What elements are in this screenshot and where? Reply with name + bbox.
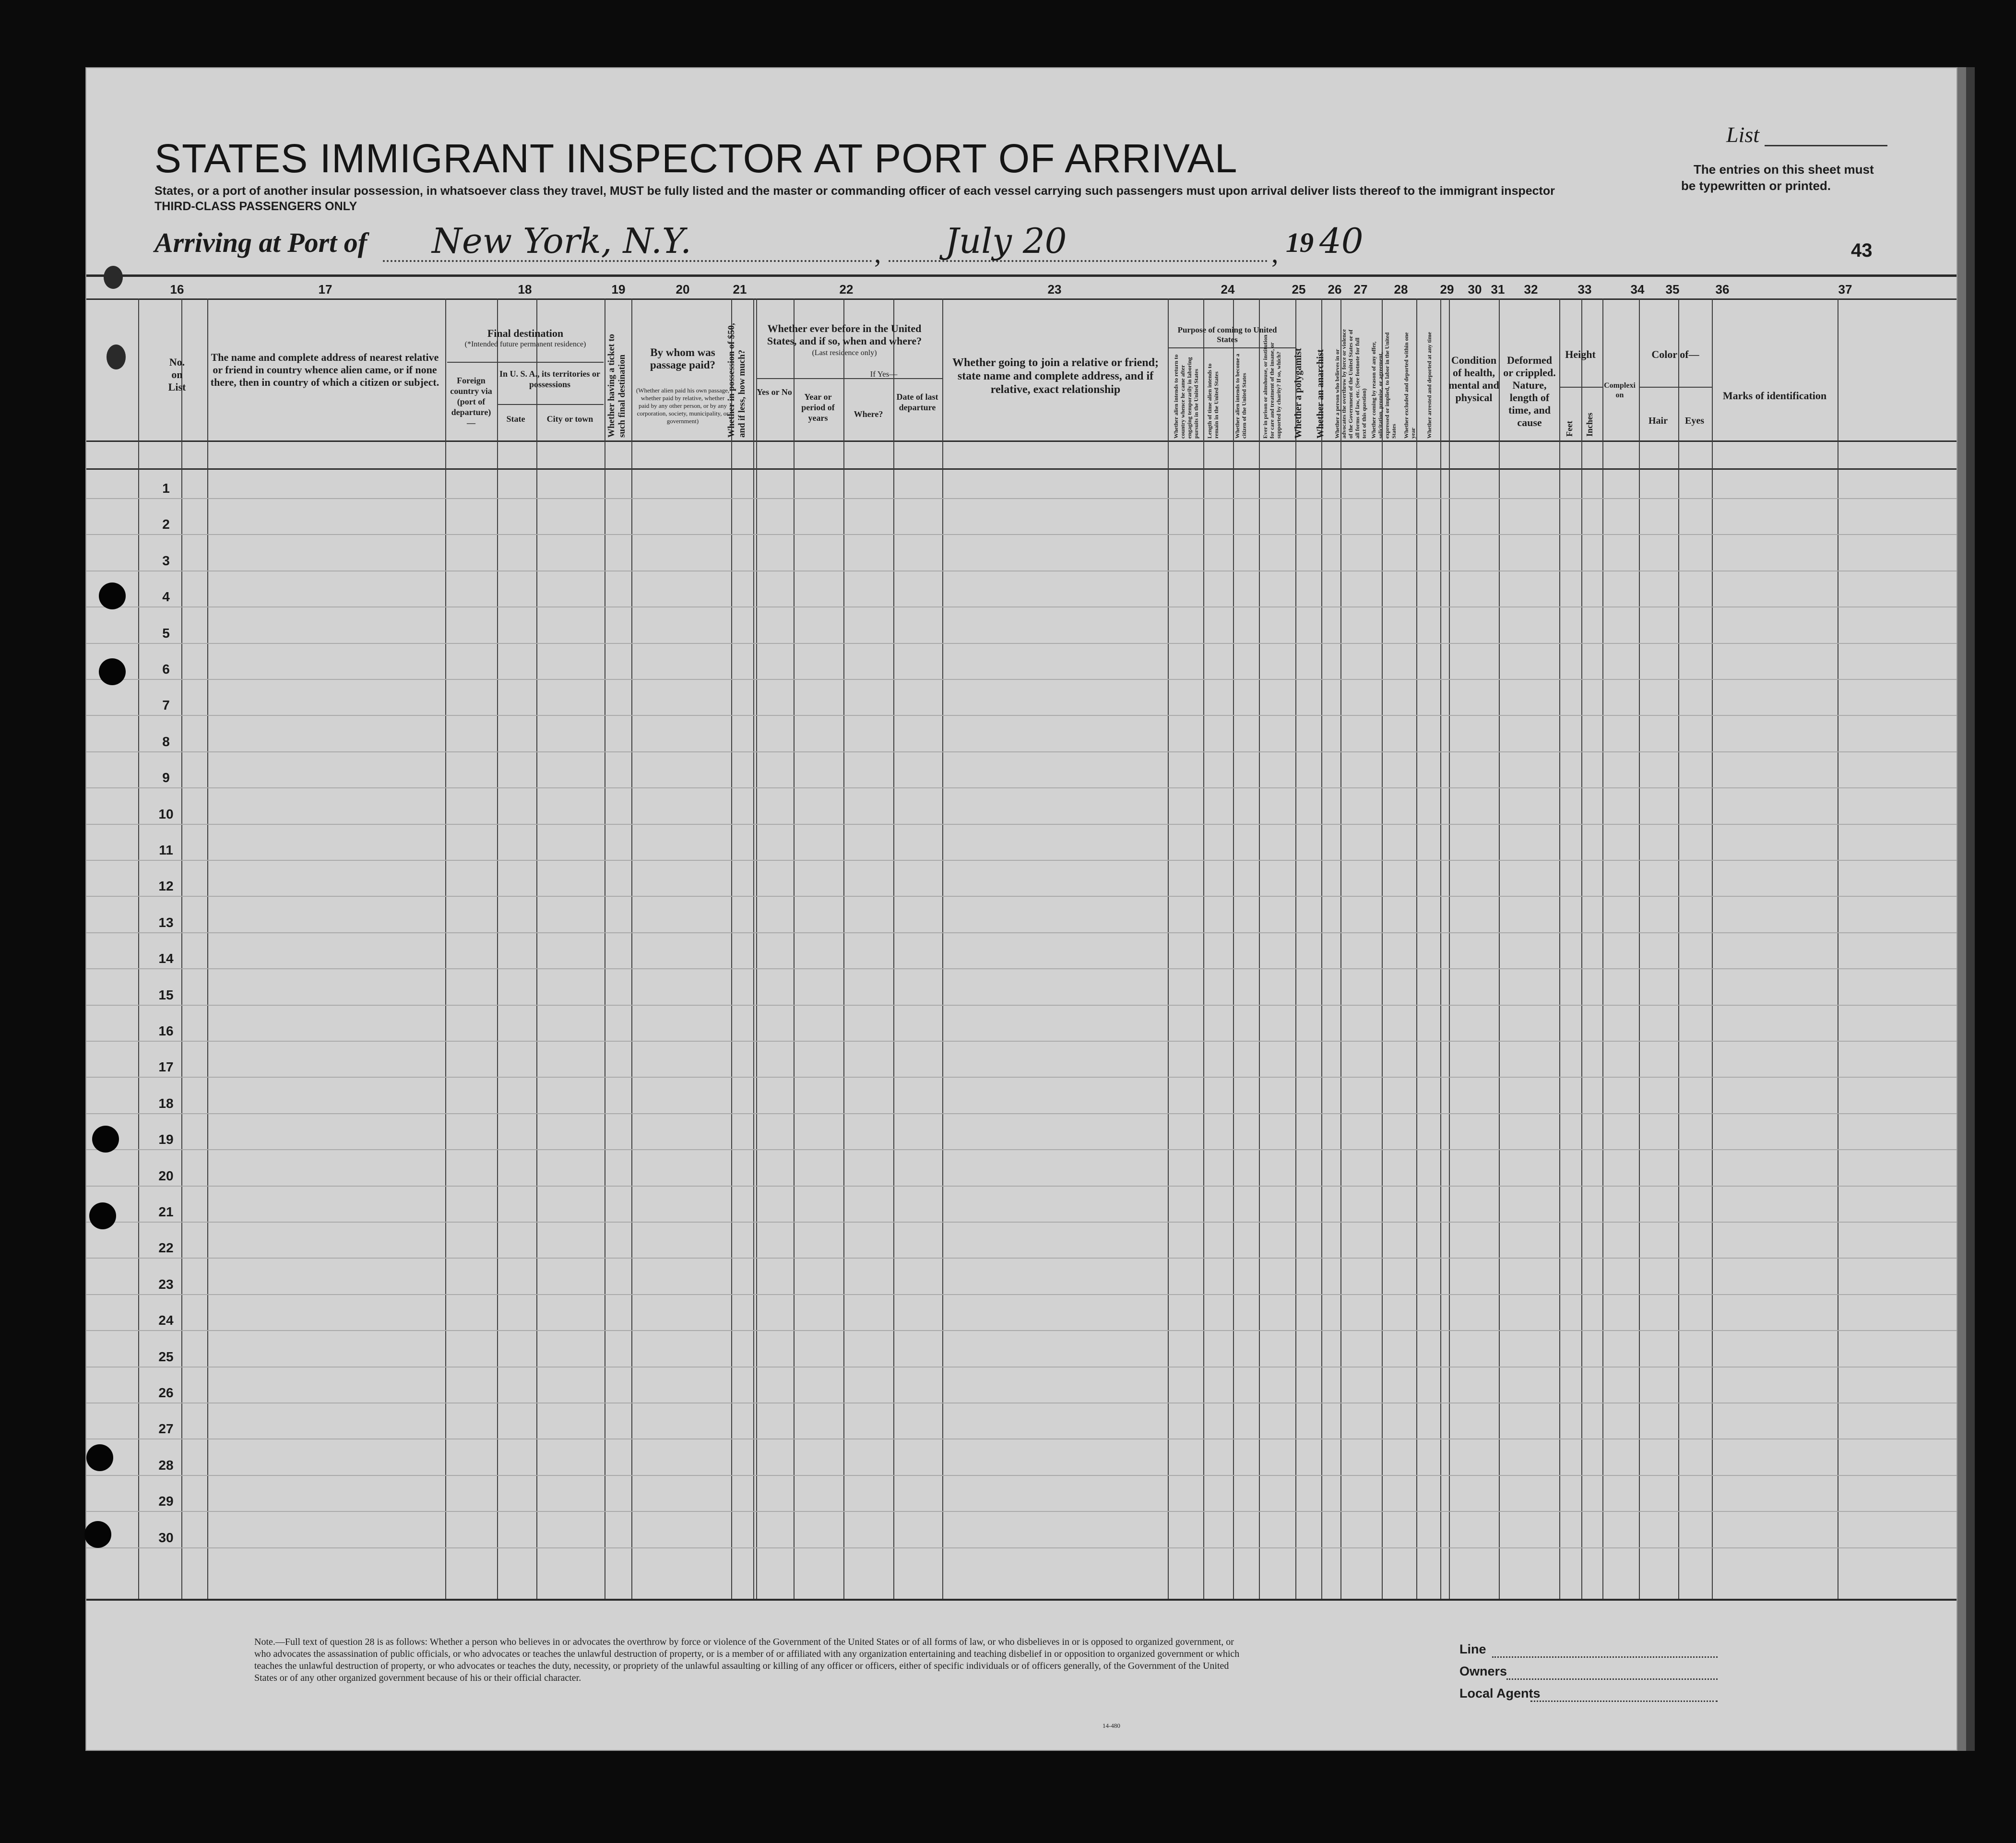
column-divider [1581,298,1582,1599]
table-row [86,643,1957,644]
header-col-22-note: (Last residence only) [812,349,877,357]
col-num-37: 37 [1838,282,1852,297]
header-col-24-c: Whether alien intends to become a citizen of the United States [1234,354,1247,439]
row-number: 22 [158,1240,174,1256]
col-num-25: 25 [1292,282,1306,297]
binder-hole [89,1202,116,1229]
row-number: 15 [158,987,174,1002]
year-suffix: 40 [1319,221,1364,261]
header-col-24-title: Purpose of coming to United States [1177,325,1277,344]
column-divider [631,298,632,1599]
owners-field [1506,1678,1718,1680]
table-row [86,534,1957,535]
row-number: 5 [162,625,170,641]
column-divider [942,298,943,1599]
header-col-22-where: Where? [854,409,883,419]
row-number: 16 [158,1023,174,1038]
header-col-28: Whether a person who believes in or advocates the overthrow by force or violence of the Government of the United States or of all forms of law, etc. (See footnote for full text of this question) [1334,329,1367,439]
header-col-36-eyes: Eyes [1685,416,1704,426]
table-row [86,1511,1957,1512]
table-row [86,1113,1957,1114]
header-col-21: Whether in possession of $50, and if less, how much? [726,323,747,438]
column-divider [1440,298,1441,1599]
header-bottom-rule [86,440,1957,442]
table-row [86,1077,1957,1078]
row-number: 8 [162,734,170,749]
list-number-line [1765,145,1887,146]
binder-hole-partial [104,266,123,289]
header-col-18-title: Final destination [487,327,564,339]
col-num-35: 35 [1665,282,1680,297]
column-divider [1499,298,1500,1599]
header-col-22-title: Whether ever before in the United States, and if so, when and where? [767,322,922,347]
table-row [86,1186,1957,1187]
col-num-26: 26 [1328,282,1342,297]
col-num-22: 22 [839,282,854,297]
header-col-29: Whether coming by reason of any offer, solicitation, promise, or agreement, expressed or implied, to labor in the United States [1370,332,1397,439]
typewritten-note-1: The entries on this sheet must [1694,162,1874,177]
header-col-34-title: Height [1565,348,1596,360]
header-sub-rule [497,404,604,405]
header-col-30: Whether excluded and deported within one year [1403,332,1416,439]
header-sub-rule [447,362,604,363]
header-col-37: Marks of identification [1722,390,1827,402]
header-col-33: Deformed or crippled. Nature, length of time, and cause [1503,354,1556,428]
header-col-18-state: State [506,414,525,424]
table-row [86,1475,1957,1476]
column-divider [138,298,139,1599]
header-col-18-note: (*Intended future permanent residence) [464,340,586,348]
table-row [86,1258,1957,1259]
table-row [86,679,1957,680]
row-number: 7 [162,698,170,713]
row-number: 28 [158,1457,174,1473]
column-divider [181,298,182,1599]
header-col-17: The name and complete address of nearest relative or friend in country whence alien came, or if none there, then in country of which a citizen or subject. [210,351,439,388]
row-number: 19 [158,1132,174,1147]
row-number: 21 [158,1204,174,1219]
column-divider [893,298,894,1599]
page-number: 43 [1851,240,1873,261]
column-divider [1602,298,1603,1599]
date-value: July 20 [945,221,1067,261]
header-col-22-date: Date of last departure [896,392,938,412]
page-title: STATES IMMIGRANT INSPECTOR AT PORT OF ARRIVAL [154,136,1238,181]
column-divider [1639,298,1640,1599]
column-divider [1168,298,1169,1599]
col-num-29: 29 [1440,282,1454,297]
table-row [86,1330,1957,1331]
row-number: 27 [158,1421,174,1437]
col-num-33: 33 [1577,282,1592,297]
table-row [86,1222,1957,1223]
column-divider [843,298,844,1599]
row-number: 12 [158,879,174,894]
header-col-18-city: City or town [546,414,593,424]
row-number: 23 [158,1276,174,1292]
col-num-27: 27 [1353,282,1368,297]
col-num-30: 30 [1468,282,1482,297]
col-num-24: 24 [1221,282,1235,297]
local-agents-field [1530,1700,1718,1702]
column-divider [1295,298,1296,1599]
subtitle-line-1: States, or a port of another insular possession, in whatsoever class they travel, MUST be fully listed and the master or commanding officer of each vessel carrying such passengers must upon arrival deliver lists thereof to the immigrant inspector [154,184,1555,198]
line-label: Line [1459,1642,1486,1656]
line-field [1492,1656,1718,1658]
year-prefix: 19 [1286,227,1314,258]
table-row [86,498,1957,499]
header-col-18-usa: In U. S. A., its territories or possessions [499,369,600,389]
row-number: 1 [162,481,170,496]
table-row [86,968,1957,969]
table-row [86,1547,1957,1548]
header-col-35: Complexion [1604,381,1636,399]
col-num-23: 23 [1047,282,1062,297]
column-divider [1449,298,1450,1599]
column-divider [794,298,795,1599]
local-agents-label: Local Agents [1459,1686,1541,1700]
column-divider [1559,298,1560,1599]
header-col-22-ifyes: If Yes— [870,369,898,379]
row-number: 3 [162,553,170,568]
footnote-question-28: Note.—Full text of question 28 is as follows: Whether a person who believes in or advocates the overthrow by force or violence of the Government of the United States or of all forms of law, or who disbelieves in or is opposed to organized government, or who advocates the assassination of public officials, or who advocates or teaches the unlawful destruction of property, or is a member of or affiliated with any organization entertaining and teaching disbelief in or opposition to organized government or which teaches the unlawful destruction of property, or who advocates or teaches the duty, necessity, or propriety of the unlawful assaulting or killing of any officer or officers, either of specific individuals or of officers generally, of the Government of the United States or of any other organized government because of his or their official character. [254,1637,1240,1683]
row-number: 6 [162,662,170,677]
table-top-rule [86,274,1957,277]
header-col-36-hair: Hair [1648,416,1668,426]
row-number: 26 [158,1385,174,1400]
header-col-23: Whether going to join a relative or friend; state name and complete address, and if relative, exact relationship [952,357,1159,396]
column-divider [1340,298,1341,1599]
col-num-16: 16 [170,282,184,297]
comma-2: , [1271,238,1279,269]
port-value: New York, N.Y. [432,221,691,261]
binder-hole-partial [107,345,126,369]
column-divider [1259,298,1260,1599]
binder-hole [92,1126,119,1153]
row-number: 25 [158,1349,174,1364]
table-row [86,896,1957,897]
header-col-24-a: Whether alien intends to return to country whence he came after engaging temporarily in laboring pursuits in the United States [1173,354,1199,439]
header-no-on-list: No. on List [168,356,186,393]
table-row [86,715,1957,716]
col-num-32: 32 [1524,282,1538,297]
row-number: 2 [162,517,170,532]
header-col-20-note: (Whether alien paid his own passage, whether paid by relative, whether paid by any other person, or by any corporation, society, municipality, or government) [636,387,730,425]
header-col-20-title: By whom was passage paid? [650,346,716,371]
column-divider [207,298,208,1599]
row-number: 18 [158,1095,174,1111]
list-label: List [1726,122,1760,147]
table-row [86,606,1957,607]
subtitle-line-2: THIRD-CLASS PASSENGERS ONLY [154,200,357,213]
header-col-24-b: Length of time alien intends to remain in the United States [1206,363,1220,439]
column-divider [1712,298,1713,1599]
binder-hole [99,658,126,685]
binder-hole [99,583,126,609]
header-col-19: Whether having a ticket to such final destination [606,333,627,438]
col-num-36: 36 [1715,282,1730,297]
row-number: 10 [158,806,174,821]
column-divider [756,298,757,1599]
header-col-22-year: Year or period of years [801,392,835,423]
table-row [86,1041,1957,1042]
row-number: 14 [158,951,174,966]
typewritten-note-2: be typewritten or printed. [1681,178,1831,193]
row-number: 30 [158,1530,174,1545]
table-row [86,751,1957,752]
col-num-20: 20 [676,282,690,297]
header-col-22-yesno: Yes or No [757,387,792,397]
form-code: 14-480 [1103,1722,1120,1729]
table-row [86,1149,1957,1150]
header-col-32: Condition of health, mental and physical [1448,354,1499,404]
column-divider [1233,298,1234,1599]
table-row [86,824,1957,825]
arriving-label: Arriving at Port of [154,227,368,258]
row-number: 4 [162,589,170,605]
column-number-rule [86,298,1957,300]
col-num-31: 31 [1491,282,1505,297]
owners-label: Owners [1459,1664,1507,1678]
header-col-27: Whether an anarchist [1315,349,1326,439]
column-divider [1416,298,1417,1599]
header-col-25: Ever in prison or almshouse, or institution for care and treatment of the insane, or supported by charity? If so, which? [1262,334,1282,439]
column-divider [1203,298,1204,1599]
column-divider [445,298,446,1599]
body-bottom-rule [86,1599,1957,1601]
table-row [86,1005,1957,1006]
column-divider [753,298,754,1599]
header-col-31: Whether arrested and deported at any time [1426,332,1433,439]
row-number: 13 [158,915,174,930]
binder-hole [86,1444,113,1471]
body-top-rule [86,468,1957,470]
table-row [86,932,1957,933]
column-divider [731,298,732,1599]
manifest-page [85,67,1957,1751]
header-col-36-title: Color of— [1651,348,1699,360]
column-divider [1382,298,1383,1599]
comma-1: , [874,238,881,269]
column-divider [1678,298,1679,1599]
col-num-21: 21 [733,282,747,297]
header-col-34-feet: Feet [1565,421,1574,437]
binder-hole [84,1521,111,1548]
col-num-28: 28 [1394,282,1408,297]
table-row [86,1294,1957,1295]
header-sub-rule [1639,387,1712,388]
row-number: 20 [158,1168,174,1183]
col-num-17: 17 [318,282,332,297]
header-col-26: Whether a polygamist [1293,348,1304,439]
header-col-34-inches: Inches [1585,412,1594,437]
column-divider [497,298,498,1599]
row-number: 29 [158,1494,174,1509]
col-num-19: 19 [611,282,626,297]
header-col-18-foreign: Foreign country via (port of departure)— [450,376,492,428]
row-number: 9 [162,770,170,785]
row-number: 17 [158,1059,174,1075]
column-divider [1321,298,1322,1599]
table-row [86,860,1957,861]
row-number: 24 [158,1313,174,1328]
table-row [86,787,1957,788]
row-number: 11 [159,843,173,857]
column-divider [536,298,537,1599]
col-num-34: 34 [1630,282,1645,297]
col-num-18: 18 [518,282,532,297]
